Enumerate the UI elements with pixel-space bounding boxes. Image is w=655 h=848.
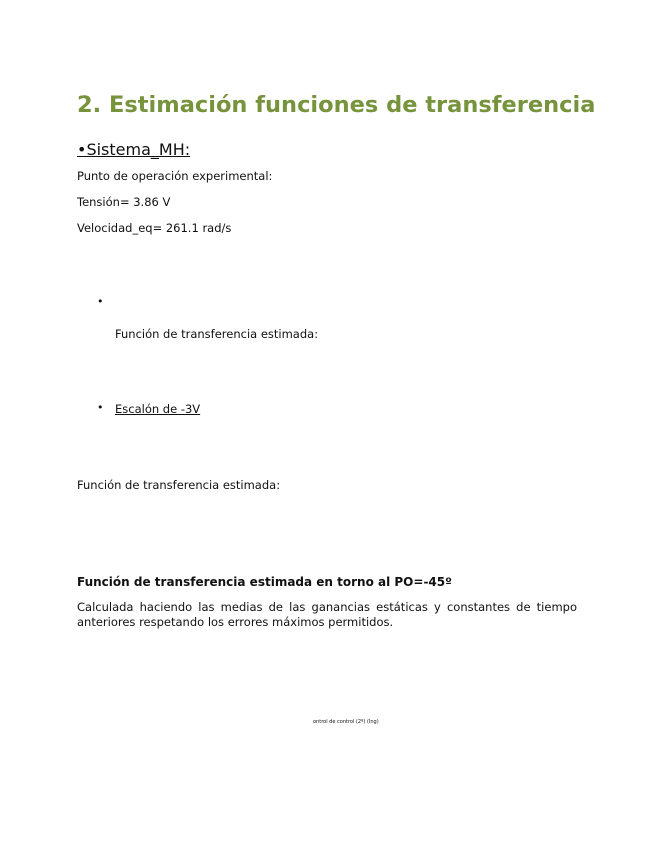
list-bullet-1: • [97, 295, 104, 308]
list-item-1-caption: Función de transferencia estimada: [115, 327, 319, 341]
list-bullet-2: • [97, 401, 104, 414]
subsection-title: •Sistema_MH: [77, 140, 191, 159]
velocity-value: Velocidad_eq= 261.1 rad/s [77, 221, 232, 235]
list-item-2-label: Escalón de -3V [115, 402, 201, 416]
estimated-tf-label: Función de transferencia estimada: [77, 478, 281, 492]
operating-point-intro: Punto de operación experimental: [77, 169, 273, 183]
po-heading: Función de transferencia estimada en torno al PO=-45º [77, 575, 452, 589]
po-paragraph: Calculada haciendo las medias de las ganancias estáticas y constantes de tiempo anteriores respetando los errores máximos permitidos. [77, 600, 577, 629]
voltage-value: Tensión= 3.86 V [77, 195, 171, 209]
footer-text: ontrol de control (2º) (Ing) [313, 719, 379, 725]
section-title: 2. Estimación funciones de transferencia [77, 92, 596, 118]
